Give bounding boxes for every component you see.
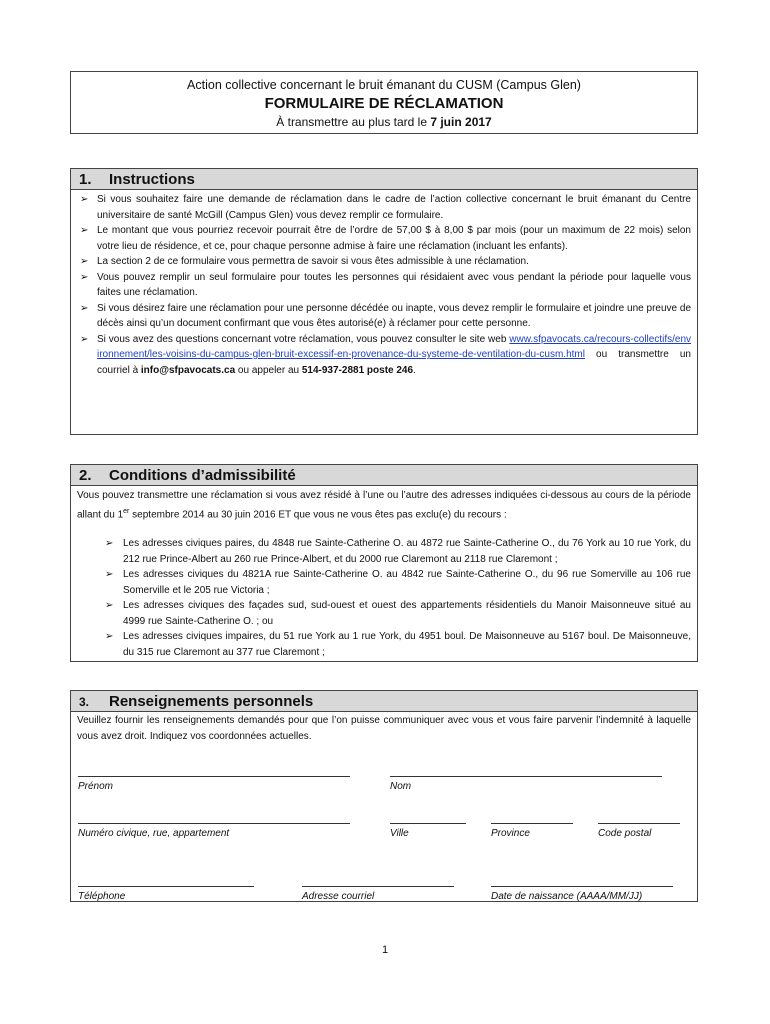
phone-field[interactable]: Téléphone [78,872,254,902]
list-item: ➢ Si vous désirez faire une réclamation pour une personne décédée ou inapte, vous devez remplir le formulaire et joindre une preuve de décès ainsi qu’un document confirmant que vous êtes autorisé(e) à réclamer pour cette personne. [80,302,691,329]
list-item: ➢ Les adresses civiques paires, du 4848 rue Sainte-Catherine O. au 4872 rue Sainte-Catherine O., du 76 York au 10 rue York, du 212 rue Prince-Albert au 260 rue Prince-Albert, et du 2000 rue Claremont au 2118 rue Claremont ; [105,538,691,565]
arrow-bullet-icon: ➢ [105,538,114,550]
province-field[interactable]: Province [491,809,573,839]
last-name-field[interactable]: Nom [390,762,662,792]
section-1-body [70,190,698,435]
arrow-bullet-icon: ➢ [105,631,114,643]
email-field[interactable]: Adresse courriel [302,872,454,902]
contact-email: info@sfpavocats.ca [140,364,236,376]
birthdate-field[interactable]: Date de naissance (AAAA/MM/JJ) [491,872,673,902]
section-3-title: 3. Renseignements personnels [70,690,698,712]
form-header [70,71,698,134]
page-number: 1 [381,944,389,956]
list-item: ➢ Les adresses civiques du 4821A rue Sainte-Catherine O. au 4842 rue Sainte-Catherine O., du 96 rue Somerville au 106 rue Somerville et le 205 rue Victoria ; [105,569,691,596]
deadline-date: 7 juin 2017 [430,115,492,129]
deadline-line: À transmettre au plus tard le 7 juin 2017 [276,115,492,129]
list-item: ➢ Si vous souhaitez faire une demande de réclamation dans le cadre de l’action collective concernant le bruit émanant du Centre universitaire de santé McGill (Campus Glen) vous devez remplir ce formulaire. [80,194,691,221]
list-item: ➢ Si vous avez des questions concernant votre réclamation, vous pouvez consulter le site web www.sfpavocats.ca/recours-collectifs/environnement/les-voisins-du-campus-glen-bruit-excessif-en-provenance-du-systeme-de-ventilation-du-cusm.html ou transmettre un courriel à info@sfpavocats.ca ou appeler au 514-937-2881 poste 246. [80,333,691,376]
city-field[interactable]: Ville [390,809,466,839]
list-item: ➢ Vous pouvez remplir un seul formulaire pour toutes les personnes qui résidaient avec vous pendant la période pour laquelle vous faites une réclamation. [80,271,691,298]
street-address-field[interactable]: Numéro civique, rue, appartement [78,809,350,839]
list-item: ➢ Les adresses civiques impaires, du 51 rue York au 1 rue York, du 4951 boul. De Maisonneuve au 5167 boul. De Maisonneuve, du 315 rue Claremont au 377 rue Claremont ; [105,631,691,658]
arrow-bullet-icon: ➢ [80,225,89,236]
eligibility-intro: Vous pouvez transmettre une réclamation si vous avez résidé à l’une ou l’autre des adresses indiquées ci-dessous au cours de la période allant du 1er septembre 2014 au 30 juin 2016 ET que vous ne vous êtes pas exclu(e) du recours : [77,490,691,520]
personal-info-intro: Veuillez fournir les renseignements demandés pour que l’on puisse communiquer avec vous et vous faire parvenir l’indemnité à laquelle vous avez droit. Indiquez vos coordonnées actuelles. [77,715,691,742]
arrow-bullet-icon: ➢ [80,256,89,267]
postal-code-field[interactable]: Code postal [598,809,680,839]
list-item: ➢ La section 2 de ce formulaire vous permettra de savoir si vous êtes admissible à une réclamation. [71,254,697,270]
contact-phone: 514-937-2881 poste 246 [301,364,414,376]
list-item: ➢ Le montant que vous pourriez recevoir pourrait être de l’ordre de 57,00 $ à 8,00 $ par mois (pour un maximum de 22 mois) selon votre lieu de résidence, et ce, pour chaque personne admise à faire une réclamation (incluant les enfants). [80,225,691,252]
section-1-title: 1. Instructions [70,168,698,190]
section-2-body [70,486,698,662]
arrow-bullet-icon: ➢ [80,302,89,314]
arrow-bullet-icon: ➢ [105,569,114,581]
header-subtitle: Action collective concernant le bruit émanant du CUSM (Campus Glen) [187,78,581,92]
arrow-bullet-icon: ➢ [80,194,89,205]
form-title: FORMULAIRE DE RÉCLAMATION [264,95,504,112]
arrow-bullet-icon: ➢ [80,271,89,283]
first-name-field[interactable]: Prénom [78,762,350,792]
arrow-bullet-icon: ➢ [105,600,114,612]
arrow-bullet-icon: ➢ [80,333,89,345]
website-link[interactable]: www.sfpavocats.ca/recours-collectifs/environnement/les-voisins-du-campus-glen-bruit-excessif-en-provenance-du-systeme-de-ventilation-du-cusm.html [97,333,691,360]
section-2-title: 2. Conditions d’admissibilité [70,464,698,486]
list-item: ➢ Les adresses civiques des façades sud, sud-ouest et ouest des appartements résidentiels du Manoir Maisonneuve situé au 4999 rue Sainte-Catherine O. ; ou [105,600,691,627]
